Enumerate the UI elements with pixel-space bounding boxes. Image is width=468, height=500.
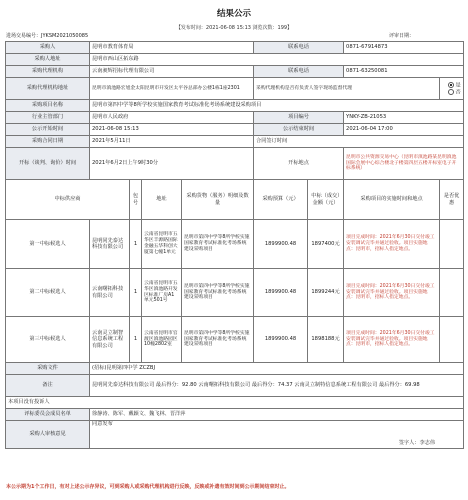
complaint-note: 本项目没有投诉人 [6, 397, 464, 409]
evaluation-date-label: 评审日期： [389, 33, 415, 39]
row-opinion [6, 421, 464, 449]
label-purchase-doc: 采购文件 [6, 363, 90, 375]
col-items: 采购货物（服务）明细及数量 [182, 180, 254, 220]
label-opening-place: 开标地点 [254, 148, 344, 180]
value-purchaser: 昆明市教育体育局 [90, 42, 254, 54]
col-preferential: 是否优惠 [440, 180, 464, 220]
col-address: 地址 [142, 180, 182, 220]
row-purchaser-address [6, 54, 464, 66]
row-department [6, 112, 464, 124]
label-purchaser-phone: 联系电话 [254, 42, 344, 54]
signature: 签字人：李志伟 [398, 439, 436, 446]
label-publicity-end: 公示结束时间 [254, 124, 344, 136]
row-project-name [6, 100, 464, 112]
col-service: 采购项目的实施时间和地点 [344, 180, 440, 220]
opinion-text: 同意发布 [92, 421, 113, 427]
label-publicity-start: 公示开始时间 [6, 124, 90, 136]
supplier-service: 项目完成时间：2021年6月30日交付竣工安装调试完毕并通过验收。项目实施地点：昆明市，招标人指定地点。 [344, 269, 440, 317]
label-experts: 评标委员会成员名单 [6, 409, 90, 421]
value-publicity-start: 2021-06-08 15:13 [90, 124, 254, 136]
supplier-amount: 1898188元 [308, 317, 344, 363]
label-department: 行业主管部门 [6, 112, 90, 124]
supplier-rank: 第一中标候选人 [6, 220, 90, 269]
row-experts [6, 409, 464, 421]
radio-no-label: 否 [455, 89, 461, 95]
supplier-budget: 1899900.48 [254, 317, 308, 363]
supplier-address: 云南省昆明市五华区丰源路国际金融五华科创大厦第七幢1单元 [142, 220, 182, 269]
row-complaint [6, 397, 464, 409]
value-opening-time: 2021年6月2日上午9时30分 [90, 148, 254, 180]
label-contract-notes: 合同签订时间 [254, 136, 464, 148]
value-project-no: YNKY-ZB-21053 [344, 112, 464, 124]
label-project-name: 采购项目名称 [6, 100, 90, 112]
supplier-amount: 1899244元 [308, 269, 344, 317]
label-project-no: 项目编号 [254, 112, 344, 124]
value-purchaser-address: 昆明市西山区拓东路 [90, 54, 464, 66]
supplier-name: 云南灵立制智信息系统工程有限公司 [90, 317, 130, 363]
radio-yes-icon[interactable] [448, 82, 454, 88]
reference-number: 进场交易编号：JYKSM2021050085 [6, 33, 89, 39]
row-agency [6, 66, 464, 78]
value-project-name: 昆明市第四中学等8所学校实施国家教育考试标准化考场系统建设采购项目 [90, 100, 464, 112]
label-agency-address: 采购代理机构地址 [6, 78, 90, 100]
row-opening [6, 148, 464, 180]
supplier-header-row [6, 180, 464, 220]
supplier-service: 项目完成时间：2021年6月30日交付竣工安装调试完毕并通过验收。项目实施地点：昆明市，招标人指定地点。 [344, 317, 440, 363]
supplier-package: 1 [130, 220, 142, 269]
label-opening-time: 开标（谈判、询价）时间 [6, 148, 90, 180]
supplier-service: 项目完成时间：2021年6月30日交付竣工安装调试完毕并通过验收。项目实施地点：昆明市，招标人指定地点。 [344, 220, 440, 269]
supplier-amount: 1897400元 [308, 220, 344, 269]
label-purchaser-address: 采购人地址 [6, 54, 90, 66]
announcement-table [5, 41, 464, 449]
supplier-budget: 1899900.48 [254, 220, 308, 269]
value-agency: 云南昶辉招标代理有限公司 [90, 66, 254, 78]
row-agency-address [6, 78, 464, 100]
page-title: 结果公示 [216, 9, 251, 19]
mandate-radio-group [440, 78, 464, 100]
supplier-address: 云南省昆明市官渡区滇池路园区10幢2802室 [142, 317, 182, 363]
label-notes: 备注 [6, 375, 90, 397]
supplier-items: 昆明市第四中学等8所学校实施国家教育考试标准化考场系统建设采购项目 [182, 220, 254, 269]
value-purchaser-phone: 0871-67914873 [344, 42, 464, 54]
footer-notice: 本公示期为1个工作日，有对上述公示存异议，可到采购人或采购代理机构进行反映，反映或补遗有效时间到公示期间结束时止。 [6, 484, 290, 490]
supplier-rank: 第三中标候选人 [6, 317, 90, 363]
supplier-row [6, 220, 464, 269]
supplier-items: 昆明市第四中学等8所学校实施国家教育考试标准化考场系统建设采购项目 [182, 269, 254, 317]
label-purchaser: 采购人 [6, 42, 90, 54]
row-notes [6, 375, 464, 397]
publish-meta: 【发布时间：2021-06-08 15:13 浏览次数：199】 [175, 25, 293, 31]
value-opinion [90, 421, 464, 449]
value-agency-address: 昆明市滇池路宏旭金太阳昆明市开发区太平谷总部办公楼1栋1座2301 [90, 78, 254, 100]
row-contract [6, 136, 464, 148]
supplier-preferential [440, 269, 464, 317]
supplier-budget: 1899900.48 [254, 269, 308, 317]
value-agency-phone: 0871-63250081 [344, 66, 464, 78]
supplier-name: 昆明同先泰达科技有限公司 [90, 220, 130, 269]
col-package: 包号 [130, 180, 142, 220]
value-notes: 昆明同先泰达科技有限公司 最后得分：92.80 云南曙拓科技有限公司 最后得分：74.37 云南灵立制特信息系统工程有限公司 最后得分：69.98 [90, 375, 464, 397]
row-publicity [6, 124, 464, 136]
value-purchase-doc: (招标)昆明第四中学 ZCZBJ [90, 363, 464, 375]
label-agency-phone: 联系电话 [254, 66, 344, 78]
value-department: 昆明市人民政府 [90, 112, 254, 124]
supplier-items: 昆明市第四中学等8所学校实施国家教育考试标准化考场系统建设采购项目 [182, 317, 254, 363]
row-purchase-doc [6, 363, 464, 375]
value-experts: 徐静涛、陈军、戴颖文、魏飞林、晋洋萍 [90, 409, 464, 421]
radio-yes-label: 是 [455, 82, 461, 88]
label-agency: 采购代理机构 [6, 66, 90, 78]
value-contract-date: 2021年5月11日 [90, 136, 254, 148]
label-contract-date: 采购合同日期 [6, 136, 90, 148]
supplier-package: 1 [130, 269, 142, 317]
col-amount: 中标（成交）金额（元） [308, 180, 344, 220]
agency-mandate-question: 采购代理机构是否有负责人签字现场监督代理 [254, 78, 440, 100]
value-opening-place: 昆明市公共资源交易中心（昆明市滇池路某昆明滇池国际会展中心综合楼北子楼第四层五楼开标室电子开标系统） [344, 148, 464, 180]
supplier-address: 云南省昆明市五华区滇池路开发区标准厂房A1单元501号 [142, 269, 182, 317]
label-opinion: 采购人审核意见 [6, 421, 90, 449]
supplier-package: 1 [130, 317, 142, 363]
col-supplier: 中标供应商 [6, 180, 130, 220]
supplier-rank: 第二中标候选人 [6, 269, 90, 317]
supplier-name: 云南曙拓科技有限公司 [90, 269, 130, 317]
supplier-preferential [440, 317, 464, 363]
supplier-preferential [440, 220, 464, 269]
col-budget: 采购预算（元） [254, 180, 308, 220]
supplier-row [6, 269, 464, 317]
row-purchaser [6, 42, 464, 54]
supplier-row [6, 317, 464, 363]
radio-no-icon[interactable] [448, 89, 454, 95]
value-publicity-end: 2021-06-04 17:00 [344, 124, 464, 136]
